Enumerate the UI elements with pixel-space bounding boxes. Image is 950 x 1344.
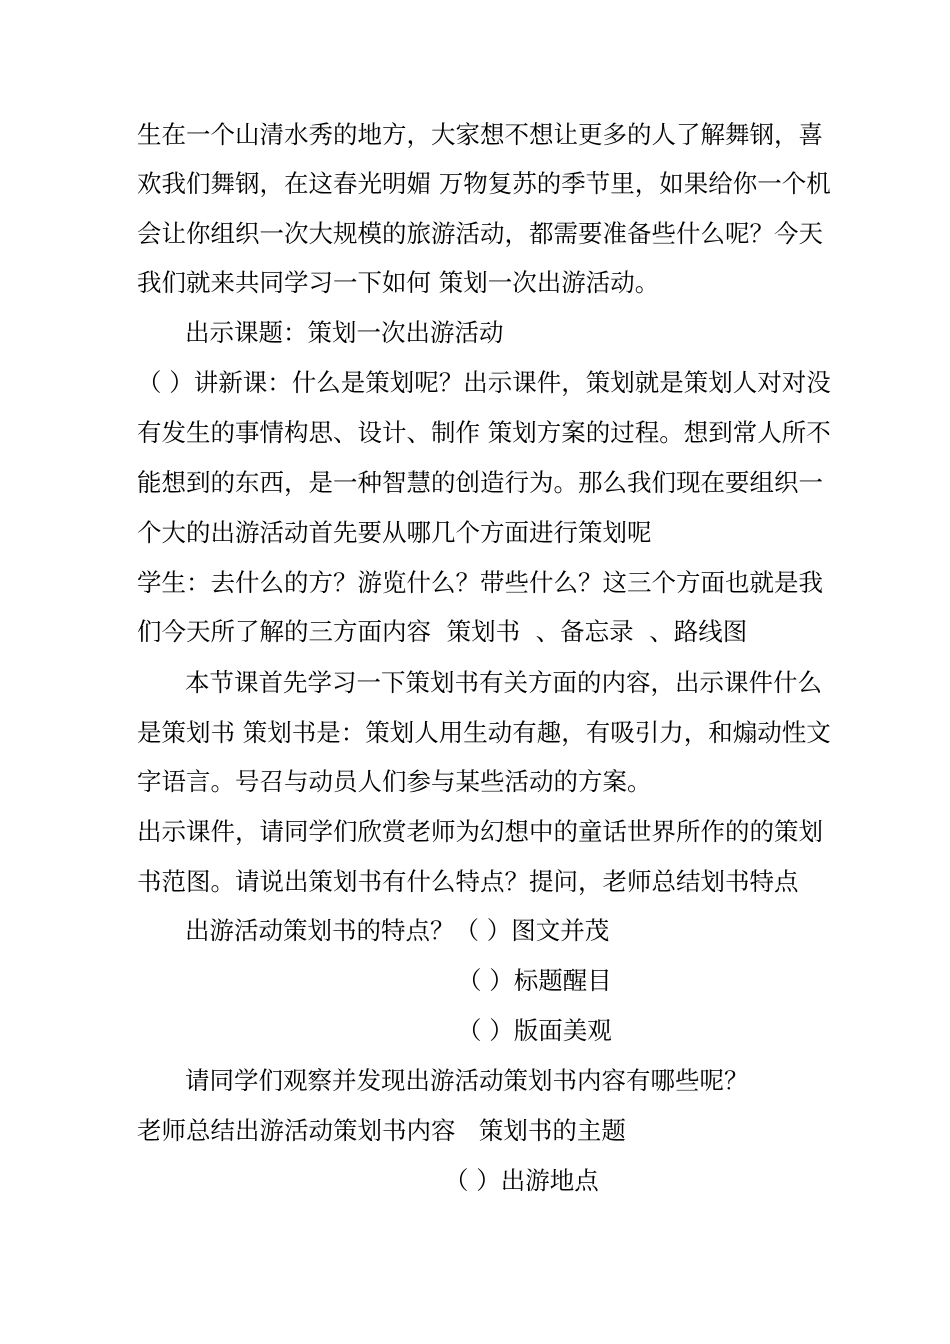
text-line: 本节课首先学习一下策划书有关方面的内容，出示课件什么: [185, 668, 822, 697]
text-line: 出示课题：策划一次出游活动: [185, 318, 504, 347]
text-line: 们今天所了解的三方面内容 策划书 、备忘录 、路线图: [137, 617, 748, 646]
text-line: 有发生的事情构思、设计、制作 策划方案的过程。想到常人所不: [137, 418, 831, 447]
text-line: （ ）出游地点: [444, 1166, 599, 1195]
text-line: 是策划书 策划书是：策划人用生动有趣，有吸引力，和煽动性文: [137, 718, 831, 747]
text-line: 请同学们观察并发现出游活动策划书内容有哪些呢？: [185, 1066, 749, 1095]
text-line: 生在一个山清水秀的地方，大家想不想让更多的人了解舞钢，喜: [137, 120, 823, 149]
text-line: 出示课件，请同学们欣赏老师为幻想中的童话世界所作的的策划: [137, 817, 823, 846]
text-line: 字语言。号召与动员人们参与某些活动的方案。: [137, 767, 652, 796]
text-line: 个大的出游活动首先要从哪几个方面进行策划呢: [137, 518, 652, 547]
text-line: 我们就来共同学习一下如何 策划一次出游活动。: [137, 268, 660, 297]
text-line: （ ）标题醒目: [457, 966, 612, 995]
text-line: 老师总结出游活动策划书内容 策划书的主题: [137, 1116, 626, 1145]
text-line: （ ）讲新课：什么是策划呢？出示课件，策划就是策划人对对没: [137, 368, 831, 397]
text-line: 书范图。请说出策划书有什么特点？提问，老师总结划书特点: [137, 867, 799, 896]
text-line: 能想到的东西，是一种智慧的创造行为。那么我们现在要组织一: [137, 468, 823, 497]
text-line: 学生：去什么的方？游览什么？带些什么？这三个方面也就是我: [137, 568, 823, 597]
text-line: 出游活动策划书的特点？（ ）图文并茂: [185, 916, 610, 945]
text-line: 会让你组织一次大规模的旅游活动，都需要准备些什么呢？今天: [137, 219, 823, 248]
text-line: （ ）版面美观: [457, 1016, 612, 1045]
text-line: 欢我们舞钢，在这春光明媚 万物复苏的季节里，如果给你一个机: [137, 169, 831, 198]
